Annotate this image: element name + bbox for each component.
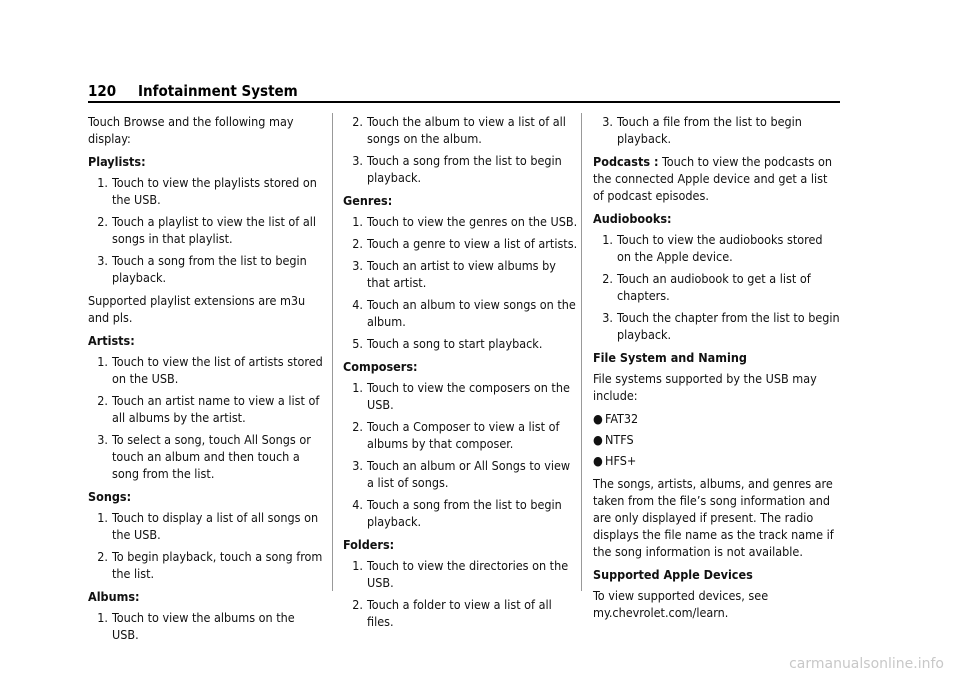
watermark: carmanualsonline.info xyxy=(789,656,944,672)
folders-steps-continued xyxy=(593,113,840,147)
list-item: 2. To begin playback, touch a song from the list. xyxy=(97,549,323,581)
podcasts-label: Podcasts : xyxy=(593,154,659,169)
list-item: 3. Touch an album or All Songs to view a list of songs. xyxy=(352,458,571,490)
list-item: 3. To select a song, touch All Songs or touch an album and then touch a song from the list. xyxy=(97,432,311,481)
bullet-icon: ● xyxy=(593,411,603,426)
list-item: 3. Touch a song from the list to begin playback. xyxy=(352,153,562,185)
list-item: 2. Touch a genre to view a list of artists. xyxy=(352,236,578,251)
podcasts-text: Touch to view the podcasts on the connected Apple device and get a list of podcast episodes. xyxy=(593,154,832,203)
composers-heading: Composers: xyxy=(343,359,418,374)
list-item: 1. Touch to view the directories on the USB. xyxy=(352,558,569,590)
column-2 xyxy=(343,113,579,636)
playlists-steps xyxy=(88,174,324,286)
file-system-heading: File System and Naming xyxy=(593,350,747,365)
file-system-intro: File systems supported by the USB may include: xyxy=(593,371,817,403)
list-item: 3. Touch an artist to view albums by that artist. xyxy=(352,258,556,290)
file-system-list xyxy=(593,410,840,469)
folders-heading: Folders: xyxy=(343,537,395,552)
list-item: 5. Touch a song to start playback. xyxy=(352,336,543,351)
artists-steps xyxy=(88,353,324,482)
list-item: 1. Touch to view the albums on the USB. xyxy=(97,610,295,642)
artists-heading: Artists: xyxy=(88,333,135,348)
list-item: ● HFS+ xyxy=(593,453,637,468)
list-item: 4. Touch a song from the list to begin playback. xyxy=(352,497,562,529)
list-item: 2. Touch a playlist to view the list of all songs in that playlist. xyxy=(97,214,316,246)
apple-devices-text: To view supported devices, see my.chevrolet.com/learn. xyxy=(593,588,769,620)
column-3 xyxy=(593,113,840,627)
composers-steps xyxy=(343,379,579,530)
songs-steps xyxy=(88,509,324,582)
list-item: ● FAT32 xyxy=(593,411,639,426)
list-item: 2. Touch a folder to view a list of all files. xyxy=(352,597,552,629)
list-item: 3. Touch a song from the list to begin playback. xyxy=(97,253,307,285)
playlist-extensions-note: Supported playlist extensions are m3u and pls. xyxy=(88,293,306,325)
audiobooks-heading: Audiobooks: xyxy=(593,211,672,226)
list-item: 1. Touch to view the audiobooks stored on the Apple device. xyxy=(602,232,823,264)
list-item: 3. Touch a file from the list to begin playback. xyxy=(602,114,802,146)
apple-devices-heading: Supported Apple Devices xyxy=(593,567,753,582)
page-number: 120 xyxy=(88,82,117,100)
list-item: 4. Touch an album to view songs on the album. xyxy=(352,297,576,329)
column-divider-2 xyxy=(581,113,582,591)
column-divider-1 xyxy=(332,113,333,591)
playlists-heading: Playlists: xyxy=(88,154,146,169)
list-item: 2. Touch an audiobook to get a list of chapters. xyxy=(602,271,811,303)
albums-heading: Albums: xyxy=(88,589,140,604)
podcasts-paragraph xyxy=(593,153,840,204)
genres-steps xyxy=(343,213,579,352)
list-item: 3. Touch the chapter from the list to begin playback. xyxy=(602,310,840,342)
list-item: 1. Touch to view the composers on the USB. xyxy=(352,380,570,412)
list-item: 1. Touch to view the playlists stored on the USB. xyxy=(97,175,317,207)
list-item: 1. Touch to display a list of all songs on the USB. xyxy=(97,510,319,542)
list-item: 2. Touch the album to view a list of all songs on the album. xyxy=(352,114,566,146)
section-title: Infotainment System xyxy=(138,82,298,100)
bullet-icon: ● xyxy=(593,453,603,468)
list-item: 2. Touch a Composer to view a list of albums by that composer. xyxy=(352,419,560,451)
header-rule xyxy=(88,101,840,103)
list-item: ● NTFS xyxy=(593,432,634,447)
list-item: 1. Touch to view the genres on the USB. xyxy=(352,214,578,229)
genres-heading: Genres: xyxy=(343,193,393,208)
audiobooks-steps xyxy=(593,231,840,343)
songs-heading: Songs: xyxy=(88,489,132,504)
list-item: 2. Touch an artist name to view a list of all albums by the artist. xyxy=(97,393,320,425)
albums-steps-continued xyxy=(343,113,579,186)
bullet-icon: ● xyxy=(593,432,603,447)
list-item: 1. Touch to view the list of artists stored on the USB. xyxy=(97,354,323,386)
file-system-note: The songs, artists, albums, and genres are taken from the file’s song information and are only displayed if present. The radio displays the file name as the track name if the song information is not available. xyxy=(593,476,834,559)
column-1 xyxy=(88,113,324,649)
albums-steps xyxy=(88,609,324,643)
folders-steps xyxy=(343,557,579,630)
browse-intro: Touch Browse and the following may display: xyxy=(88,114,294,146)
